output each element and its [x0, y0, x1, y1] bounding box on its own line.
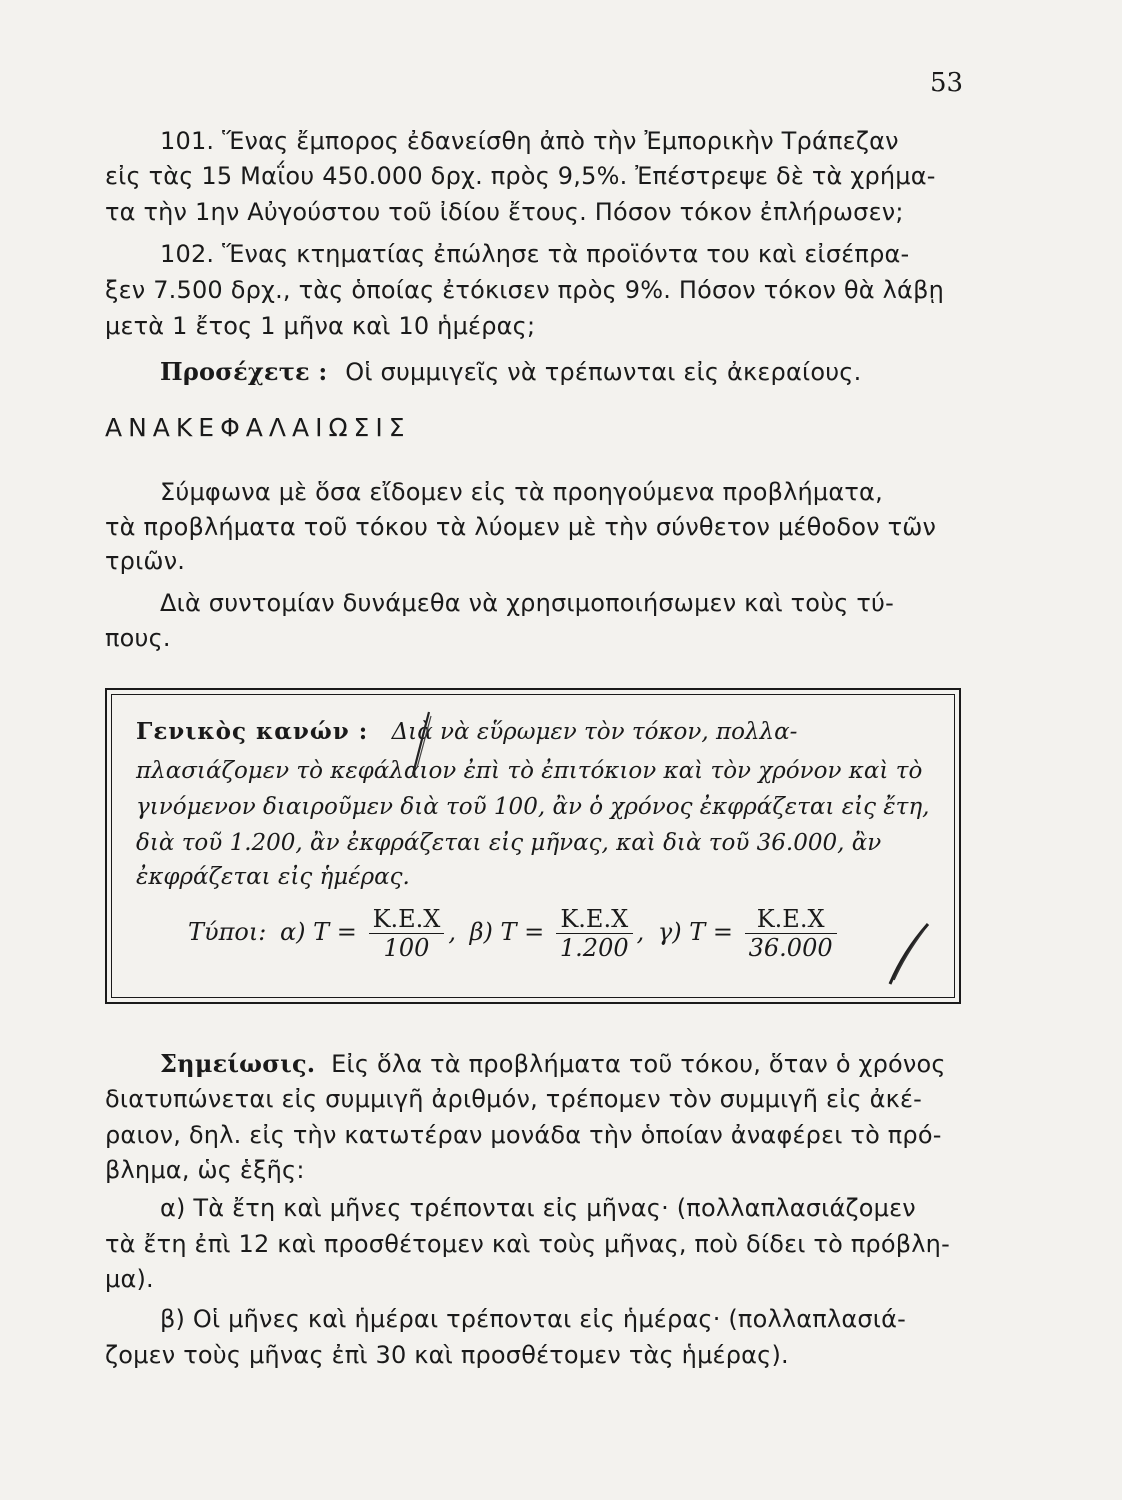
attention-note [160, 357, 861, 386]
item-line: β) Οἱ μῆνες καὶ ἡμέραι τρέπονται εἰς ἡμέρας· (πολλαπλασιά- [160, 1305, 906, 1333]
remark-label: Σημείωσις. [160, 1049, 316, 1078]
formula-numerator: K.E.X [369, 905, 445, 934]
formula-b-fraction [556, 905, 633, 962]
problem-line: 102. Ἕνας κτηματίας ἐπώλησε τὰ προϊόντα του καὶ εἰσέπρα- [160, 240, 910, 268]
formula-numerator: K.E.X [745, 905, 837, 934]
formula-c-fraction [745, 905, 837, 962]
item-line: α) Τὰ ἔτη καὶ μῆνες τρέπονται εἰς μῆνας· (πολλαπλασιάζομεν [160, 1194, 916, 1222]
formula-denominator: 36.000 [748, 934, 833, 962]
problem-line: εἰς τὰς 15 Μαΐου 450.000 δρχ. πρὸς 9,5%. Ἐπέστρεψε δὲ τὰ χρήμα- [105, 162, 936, 190]
paragraph-line: τριῶν. [105, 547, 186, 575]
rule-line: πλασιάζομεν τὸ κεφάλαιον ἐπὶ τὸ ἐπιτόκιον καὶ τὸν χρόνον καὶ τὸ [136, 758, 923, 784]
section-heading: ΑΝΑΚΕΦΑΛΑΙΩΣΙΣ [105, 413, 411, 442]
rule-line: διὰ τοῦ 1.200, ἂν ἐκφράζεται εἰς μῆνας, καὶ διὰ τοῦ 36.000, ἂν [136, 830, 882, 856]
problem-line: ξεν 7.500 δρχ., τὰς ὁποίας ἐτόκισεν πρὸς 9%. Πόσον τόκον θὰ λάβῃ [105, 276, 944, 304]
remark-text: Εἰς ὅλα τὰ προβλήματα τοῦ τόκου, ὅταν ὁ χρόνος [331, 1050, 946, 1078]
rule-first-line [136, 718, 797, 745]
pencil-mark-icon [405, 708, 435, 778]
paragraph-line: Σύμφωνα μὲ ὅσα εἴδομεν εἰς τὰ προηγούμενα προβλήματα, [160, 478, 883, 506]
formula-c-prefix: γ) T = [657, 918, 733, 946]
problem-line: μετὰ 1 ἔτος 1 μῆνα καὶ 10 ἡμέρας; [105, 312, 536, 340]
formulas-label: Τύποι: [188, 918, 267, 946]
paragraph-line: τὰ προβλήματα τοῦ τόκου τὰ λύομεν μὲ τὴν σύνθετον μέθοδον τῶν [105, 513, 937, 541]
formula-separator: , [636, 918, 645, 946]
formula-a-prefix: α) T = [279, 918, 357, 946]
attention-text: Οἱ συμμιγεῖς νὰ τρέπωνται εἰς ἀκεραίους. [345, 358, 862, 386]
rule-title: Γενικὸς κανών : [136, 718, 369, 745]
formula-b-prefix: β) T = [469, 918, 545, 946]
page-number: 53 [930, 68, 964, 98]
rule-line: ἐκφράζεται εἰς ἡμέρας. [136, 864, 410, 890]
remark-line: βλημα, ὡς ἑξῆς: [105, 1156, 305, 1184]
remark-line: διατυπώνεται εἰς συμμιγῆ ἀριθμόν, τρέπομεν τὸν συμμιγῆ εἰς ἀκέ- [105, 1085, 923, 1113]
formula-a-fraction [369, 905, 445, 962]
item-line: τὰ ἔτη ἐπὶ 12 καὶ προσθέτομεν καὶ τοὺς μῆνας, ποὺ δίδει τὸ πρόβλη- [105, 1230, 950, 1258]
problem-line: τα τὴν 1ην Αὐγούστου τοῦ ἰδίου ἔτους. Πόσον τόκον ἐπλήρωσεν; [105, 198, 904, 226]
paragraph-line: πους. [105, 624, 171, 652]
formula-denominator: 1.200 [559, 934, 629, 962]
attention-label: Προσέχετε : [160, 357, 328, 386]
remark-line: ραιον, δηλ. εἰς τὴν κατωτέραν μονάδα τὴν ὁποίαν ἀναφέρει τὸ πρό- [105, 1121, 942, 1149]
rule-line: γινόμενον διαιροῦμεν διὰ τοῦ 100, ἂν ὁ χρόνος ἐκφράζεται εἰς ἔτη, [136, 794, 930, 820]
remark-first-line [160, 1049, 946, 1078]
item-line: ζομεν τοὺς μῆνας ἐπὶ 30 καὶ προσθέτομεν τὰς ἡμέρας). [105, 1341, 789, 1369]
pencil-check-icon [884, 920, 934, 990]
formula-numerator: K.E.X [556, 905, 633, 934]
rule-text: Διὰ νὰ εὕρωμεν τὸν τόκον, πολλα- [391, 719, 798, 745]
paragraph-line: Διὰ συντομίαν δυνάμεθα νὰ χρησιμοποιήσωμεν καὶ τοὺς τύ- [160, 589, 894, 617]
formula-denominator: 100 [383, 934, 430, 962]
formula-separator: , [448, 918, 456, 946]
item-line: μα). [105, 1265, 154, 1293]
interest-formulas [188, 905, 841, 962]
problem-line: 101. Ἕνας ἔμπορος ἐδανείσθη ἀπὸ τὴν Ἐμπορικὴν Τράπεζαν [160, 127, 899, 155]
